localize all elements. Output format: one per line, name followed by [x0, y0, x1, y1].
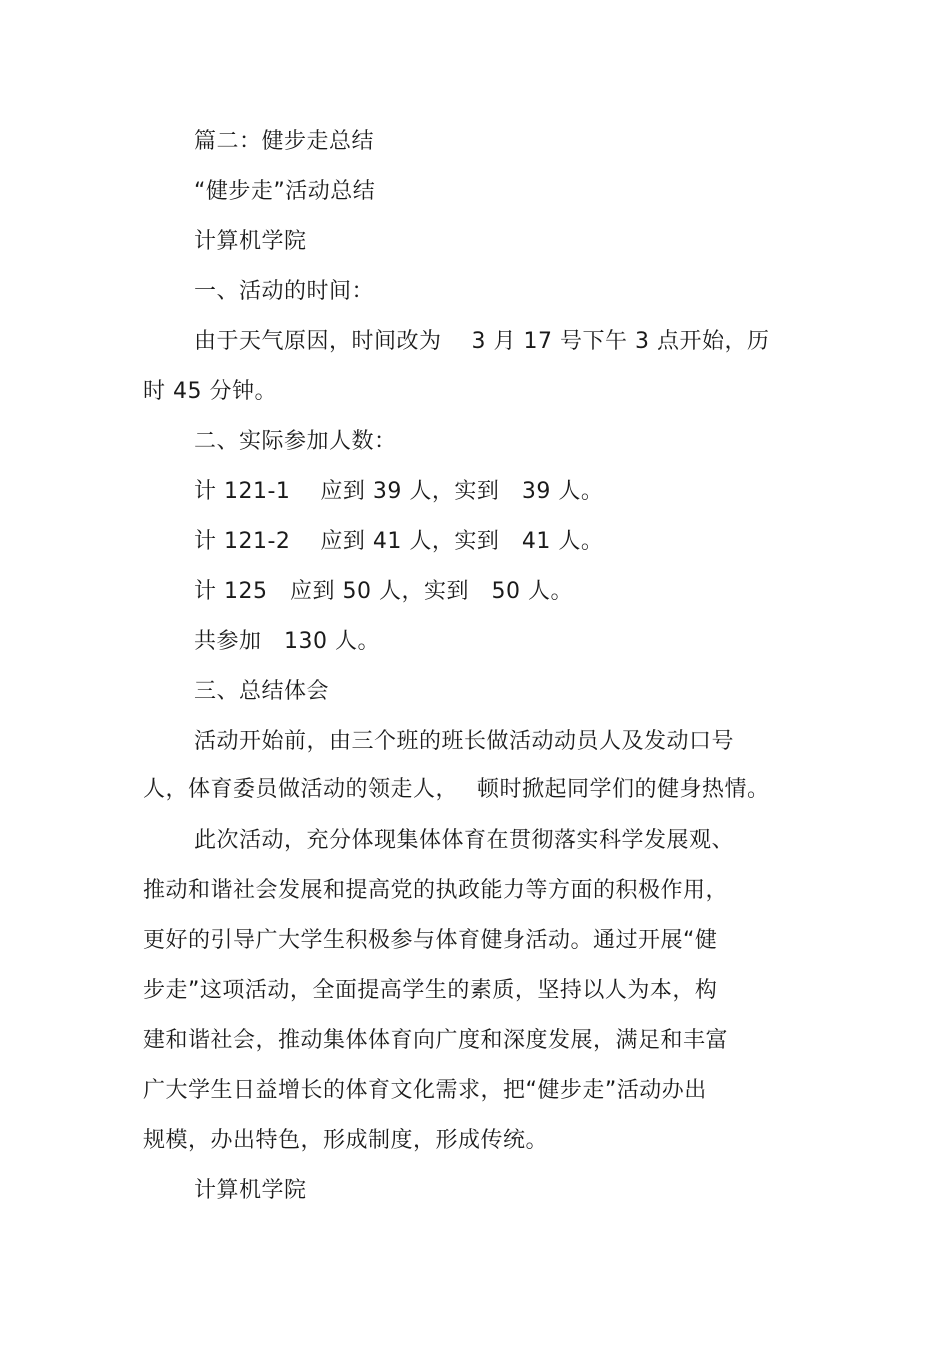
summary-paragraph-line: 推动和谐社会发展和提高党的执政能力等方面的积极作用，: [143, 878, 729, 903]
attendance-row: 计 121-1 应到 39 人，实到 39 人。: [194, 479, 604, 504]
summary-paragraph-line: 人，体育委员做活动的领走人， 顿时掀起同学们的健身热情。: [143, 777, 770, 802]
summary-paragraph-line: 建和谐社会，推动集体体育向广度和深度发展，满足和丰富: [143, 1028, 729, 1053]
summary-paragraph-line: 活动开始前，由三个班的班长做活动动员人及发动口号: [194, 729, 735, 754]
summary-paragraph-line: 步走”这项活动，全面提高学生的素质，坚持以人为本，构: [143, 978, 718, 1003]
summary-paragraph-line: 此次活动，充分体现集体体育在贯彻落实科学发展观、: [194, 828, 735, 853]
section-heading-attendance: 二、实际参加人数：: [194, 429, 397, 454]
time-paragraph-line: 时 45 分钟。: [143, 379, 277, 404]
section-heading-time: 一、活动的时间：: [194, 279, 375, 304]
document-heading: 篇二：健步走总结: [194, 129, 375, 154]
signature: 计算机学院: [194, 1178, 307, 1203]
attendance-total: 共参加 130 人。: [194, 629, 380, 654]
summary-paragraph-line: 广大学生日益增长的体育文化需求，把“健步走”活动办出: [143, 1078, 707, 1103]
attendance-row: 计 125 应到 50 人，实到 50 人。: [194, 579, 573, 604]
summary-paragraph-line: 规模，办出特色，形成制度，形成传统。: [143, 1128, 549, 1153]
section-heading-summary: 三、总结体会: [194, 679, 330, 704]
attendance-row: 计 121-2 应到 41 人，实到 41 人。: [194, 529, 604, 554]
time-paragraph-line: 由于天气原因，时间改为 3 月 17 号下午 3 点开始，历: [194, 329, 770, 354]
summary-paragraph-line: 更好的引导广大学生积极参与体育健身活动。通过开展“健: [143, 928, 718, 953]
department-name: 计算机学院: [194, 229, 307, 254]
document-title: “健步走”活动总结: [194, 179, 376, 204]
